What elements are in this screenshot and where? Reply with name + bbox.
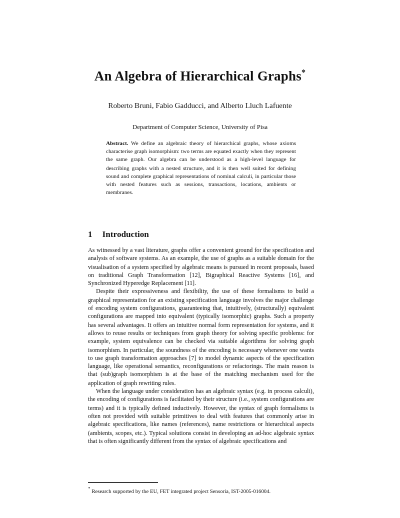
paragraph: Despite their expressiveness and flexibility, the use of these formalisms to build a graphical representation for an existing specification language involves the major challenge of encoding system configurations, guaranteeing that, intuitively, (structurally) equivalent configurations are mapped into equivalent (typically isomorphic) graphs. Such a property has several advantages. It offers an intuitive normal form representation for systems, and it allows to reuse results or techniques from graph theory for solving specific problems: for example, system equivalence can be checked via suitable algorithms for solving graph isomorphism. In particular, the soundness of the encoding is necessary whenever one wants to use graph transformation approaches [7] to model dynamic aspects of the specification language, like operational semantics, reconfigurations or refactorings. The main reason is that (sub)graph isomorphism is at the base of the matching mechanism used for the application of graph rewriting rules. [88,289,314,387]
section-number: 1 [88,229,93,239]
abstract-text: We define an algebraic theory of hierarchical graphs, whose axioms characterise graph isomorphism: two terms are equated exactly when they represent the same graph. Our algebra can be understood as a high-level language for describing graphs with a nested structure, and it is then well suited for defining sound and complete graphical representations of nominal calculi, in particular those with nested features such as sessions, transactions, locations, ambients or membranes. [106,141,296,197]
body-text [88,247,314,446]
paragraph: When the language under consideration has an algebraic syntax (e.g. in process calculi), the encoding of configurations is facilitated by their structure (i.e., system configurations are terms) and it is typically defined inductively. However, the syntax of graph formalisms is often not provided with suitable primitives to deal with features that commonly arise in algebraic specifications, like names (references), name restrictions or hierarchical aspects (ambients, scopes, etc.). Typical solutions consist in developing an ad-hoc algebraic syntax that is often significantly different from the syntax of algebraic specifications and [88,389,314,445]
title-footnote-mark: * [301,68,306,77]
footnote-mark: * [88,486,91,491]
abstract-label: Abstract. [106,141,129,147]
affiliation: Department of Computer Science, University of Pisa [132,124,268,131]
abstract [106,140,296,197]
paragraph: As witnessed by a vast literature, graphs offer a convenient ground for the specification and analysis of software systems. As an example, the use of graphs as a suitable domain for the visualisation of a system specified by algebraic means is pursued in recent proposals, based on traditional Graph Transformation [12], Bigraphical Reactive Systems [16], and Synchronized Hyperedge Replacement [11]. [88,248,314,288]
section-title: Introduction [102,229,149,239]
footnote [88,486,314,495]
footnote-rule [88,482,158,483]
footnote-text: Research supported by the EU, FET integrated project Sensoria, IST-2005-016004. [91,488,271,495]
title-text: An Algebra of Hierarchical Graphs [94,68,302,84]
author-list: Roberto Bruni, Fabio Gadducci, and Alberto Lluch Lafuente [108,101,292,110]
paper-title [0,68,400,85]
section-heading [88,229,149,239]
